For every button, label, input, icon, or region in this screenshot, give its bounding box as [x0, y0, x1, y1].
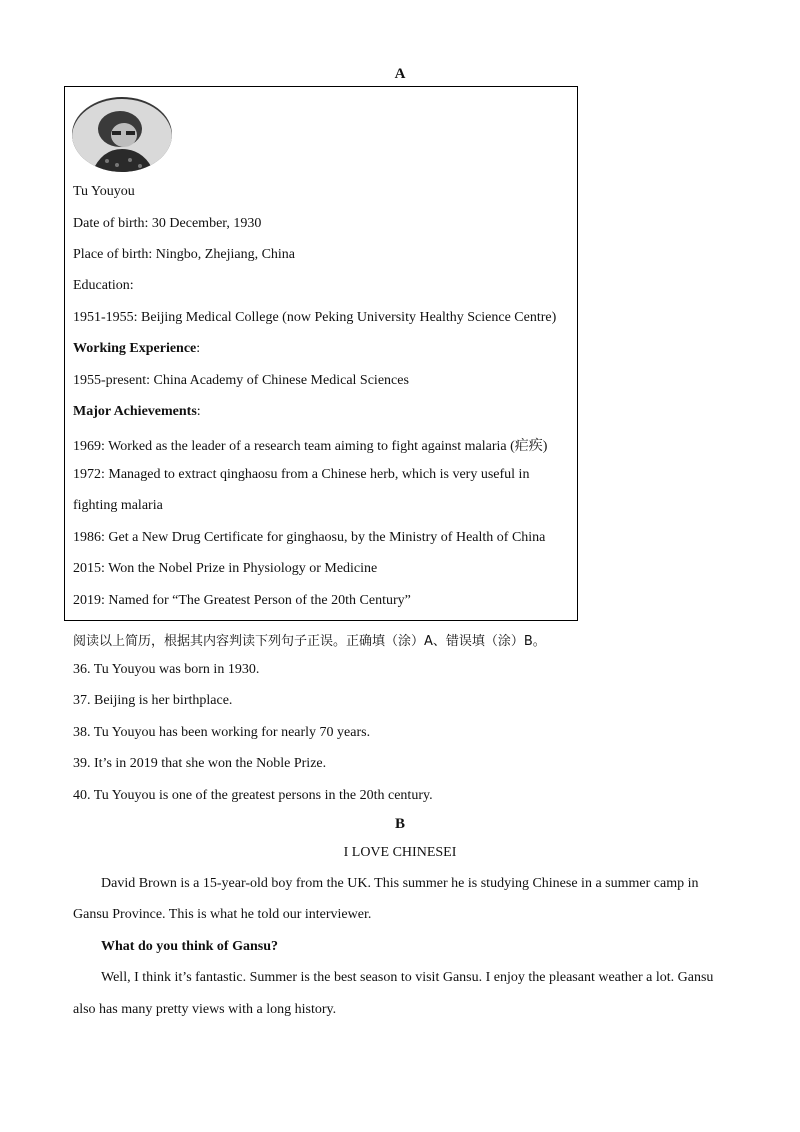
achievement-2019: 2019: Named for “The Greatest Person of the 20th Century”	[73, 593, 411, 608]
question-40: 40. Tu Youyou is one of the greatest persons in the 20th century.	[73, 788, 433, 803]
article-title: I LOVE CHINESEI	[343, 845, 457, 860]
answer-1-line-2: also has many pretty views with a long history.	[73, 1002, 337, 1017]
interview-question-1: What do you think of Gansu?	[101, 939, 279, 954]
instructions: 阅读以上简历，根据其内容判读下列句子正误。正确填（涂）A、错误填（涂）B。	[73, 634, 546, 649]
education-label: Education:	[73, 278, 134, 293]
profile-birthplace: Place of birth: Ningbo, Zhejiang, China	[73, 247, 296, 262]
work-entry: 1955-present: China Academy of Chinese Medical Sciences	[73, 373, 409, 388]
profile-name: Tu Youyou	[73, 184, 135, 199]
achievement-2015: 2015: Won the Nobel Prize in Physiology or Medicine	[73, 561, 378, 576]
question-38: 38. Tu Youyou has been working for nearly 70 years.	[73, 725, 371, 740]
achievements-heading: Major Achievements:	[73, 404, 201, 419]
answer-1-line-1: Well, I think it’s fantastic. Summer is the best season to visit Gansu. I enjoy the pleasant weather a lot. Gansu	[101, 970, 714, 985]
section-a-heading: A	[394, 66, 406, 82]
education-entry: 1951-1955: Beijing Medical College (now Peking University Healthy Science Centre)	[73, 310, 557, 325]
question-39: 39. It’s in 2019 that she won the Noble Prize.	[73, 756, 327, 771]
section-b-heading: B	[394, 816, 405, 832]
working-experience-heading: Working Experience:	[73, 341, 201, 356]
question-37: 37. Beijing is her birthplace.	[73, 693, 233, 708]
profile-dob: Date of birth: 30 December, 1930	[73, 216, 262, 231]
achievement-1969: 1969: Worked as the leader of a research team aiming to fight against malaria (疟疾)	[73, 439, 548, 454]
question-36: 36. Tu Youyou was born in 1930.	[73, 662, 260, 677]
intro-paragraph-line-2: Gansu Province. This is what he told our interviewer.	[73, 907, 372, 922]
achievement-1972-cont: fighting malaria	[73, 498, 163, 513]
achievement-1986: 1986: Get a New Drug Certificate for ginghaosu, by the Ministry of Health of China	[73, 530, 546, 545]
portrait-photo	[72, 97, 172, 172]
intro-paragraph-line-1: David Brown is a 15-year-old boy from the UK. This summer he is studying Chinese in a summer camp in	[101, 876, 699, 891]
achievement-1972: 1972: Managed to extract qinghaosu from a Chinese herb, which is very useful in	[73, 467, 530, 482]
